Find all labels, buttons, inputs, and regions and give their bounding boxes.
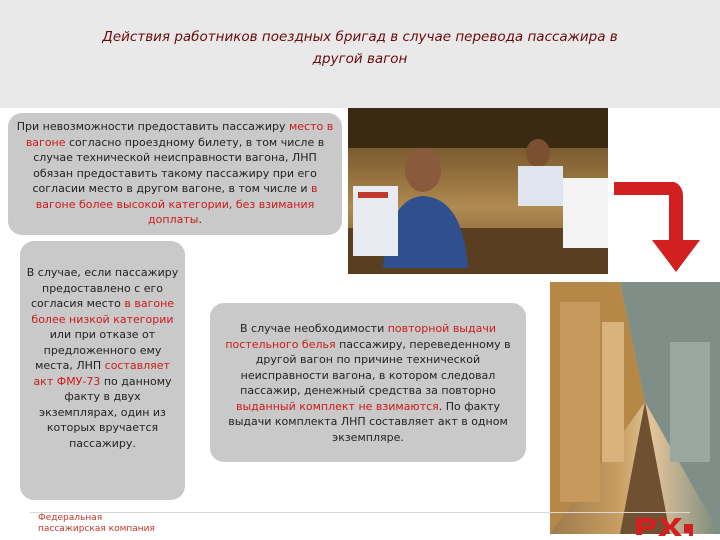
- title-line-2: другой вагон: [312, 51, 408, 67]
- curved-down-arrow-icon: [612, 182, 704, 274]
- highlight-repeat-linen: повторной выдачи постельного белья: [225, 322, 496, 351]
- highlight-no-charge: выданный комплект не взимаются: [236, 399, 439, 413]
- photo-passenger-reading: [348, 108, 608, 274]
- info-bubble-lower-category: В случае, если пассажиру предоставлено с его согласия место в вагоне более низкой категории или при отказе от предложенного ему места, ЛНП составляет акт ФМУ-73 по данному факту в двух экземплярах, один из которых вручается пассажиру.: [20, 241, 185, 500]
- header-band: [0, 0, 720, 108]
- info-bubble-bed-linen: В случае необходимости повторной выдачи постельного белья пассажиру, переведенному в другой вагон по причине технической неисправности вагона, в котором следовал пассажир, денежный средства за повторно выданный комплект не взимаются. По факту выдачи комплекта ЛНП составляет акт в одном экземпляре.: [210, 303, 526, 462]
- rzd-logo: [632, 514, 694, 536]
- photo-train-corridor: [550, 282, 720, 534]
- highlight-seat: место в вагоне: [25, 120, 334, 149]
- corridor-illustration: [550, 282, 720, 534]
- footer-company-name: Федеральная пассажирская компания: [38, 513, 155, 534]
- info-bubble-transfer: При невозможности предоставить пассажиру место в вагоне согласно проездному билету, в том числе в случае технической неисправности вагона, ЛНП обязан предоставить такому пассажиру при его согласии место в другом вагоне, в том числе и в вагоне более высокой категории, без взимания доплаты.: [8, 113, 342, 235]
- highlight-lower-category: в вагоне более низкой категории: [31, 297, 175, 326]
- photo-passenger-illustration: [348, 108, 608, 274]
- page-title: [60, 26, 660, 70]
- title-line-1: Действия работников поездных бригад в случае перевода пассажира в: [102, 29, 618, 45]
- highlight-higher-category: в вагоне более высокой категории, без взимания доплаты: [35, 182, 318, 226]
- highlight-act-fmu73: составляет акт ФМУ-73: [33, 359, 170, 388]
